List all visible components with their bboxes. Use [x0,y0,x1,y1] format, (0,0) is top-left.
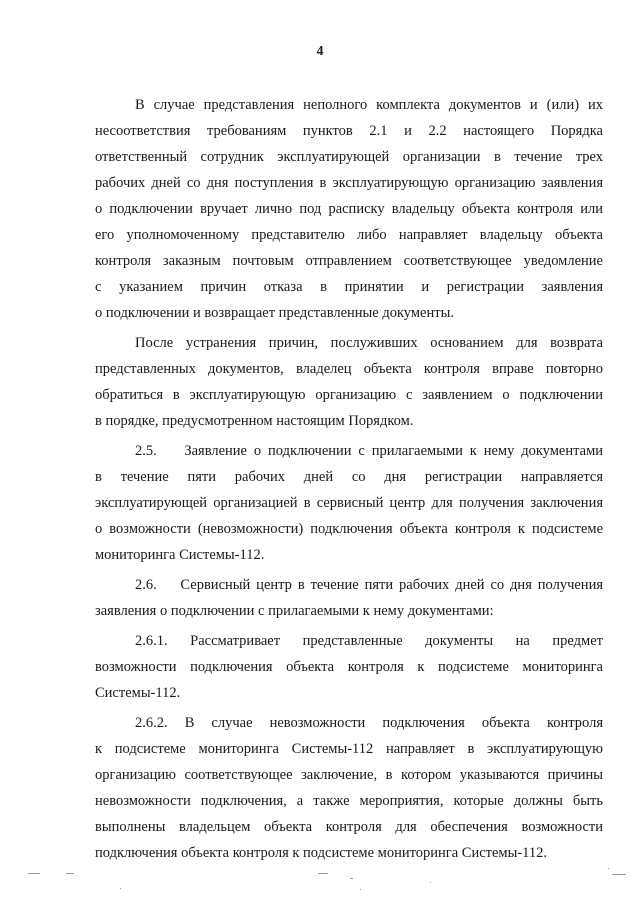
text-line: В случае представления неполного комплекта документов и (или) их [135,97,603,113]
page-number: 4 [316,44,324,59]
document-body [95,92,603,870]
text-line: представленных документов, владелец объекта контроля вправе повторно [95,361,603,377]
text-line: с указанием причин отказа в принятии и регистрации заявления [95,279,603,295]
paragraph-resubmission [95,330,603,434]
text-line: невозможности подключения, а также мероприятия, которые должны быть [95,793,603,809]
text-line: подключения объекта контроля к подсистеме мониторинга Системы-112. [95,845,547,861]
text-line: После устранения причин, послуживших основанием для возврата [135,335,603,351]
text-line: 2.5. Заявление о подключении с прилагаемыми к нему документами [135,443,603,459]
paragraph-incomplete-documents [95,92,603,326]
text-line: 2.6. Сервисный центр в течение пяти рабочих дней со дня получения [135,577,603,593]
text-line: его уполномоченному представителю либо направляет владельцу объекта [95,227,603,243]
text-line: в течение пяти рабочих дней со дня регистрации направляется [95,469,603,485]
text-line: заявления о подключении с прилагаемыми к нему документами: [95,603,494,619]
text-line: обратиться в эксплуатирующую организацию с заявлением о подключении [95,387,603,403]
text-line: возможности подключения объекта контроля к подсистеме мониторинга [95,659,603,675]
text-line: контроля заказным почтовым отправлением соответствующее уведомление [95,253,603,269]
text-line: выполнены владельцем объекта контроля для обеспечения возможности [95,819,603,835]
paragraph-2-6-1 [95,628,603,706]
text-line: рабочих дней со дня поступления в эксплуатирующую организацию заявления [95,175,603,191]
text-line: 2.6.2. В случае невозможности подключения объекта контроля [135,715,603,731]
paragraph-2-6 [95,572,603,624]
text-line: мониторинга Системы-112. [95,547,265,563]
text-line: о подключении и возвращает представленные документы. [95,305,454,321]
text-line: о возможности (невозможности) подключения объекта контроля к подсистеме [95,521,603,537]
text-line: эксплуатирующей организацией в сервисный центр для получения заключения [95,495,603,511]
text-line: 2.6.1. Рассматривает представленные документы на предмет [135,633,603,649]
text-line: ответственный сотрудник эксплуатирующей организации в течение трех [95,149,603,165]
text-line: Системы-112. [95,685,181,701]
text-line: в порядке, предусмотренном настоящим Порядком. [95,413,414,429]
text-line: организацию соответствующее заключение, в котором указываются причины [95,767,603,783]
text-line: о подключении вручает лично под расписку владельцу объекта контроля или [95,201,603,217]
paragraph-2-6-2 [95,710,603,866]
paragraph-2-5 [95,438,603,568]
text-line: несоответствия требованиям пунктов 2.1 и 2.2 настоящего Порядка [95,123,603,139]
text-line: к подсистеме мониторинга Системы-112 направляет в эксплуатирующую [95,741,603,757]
